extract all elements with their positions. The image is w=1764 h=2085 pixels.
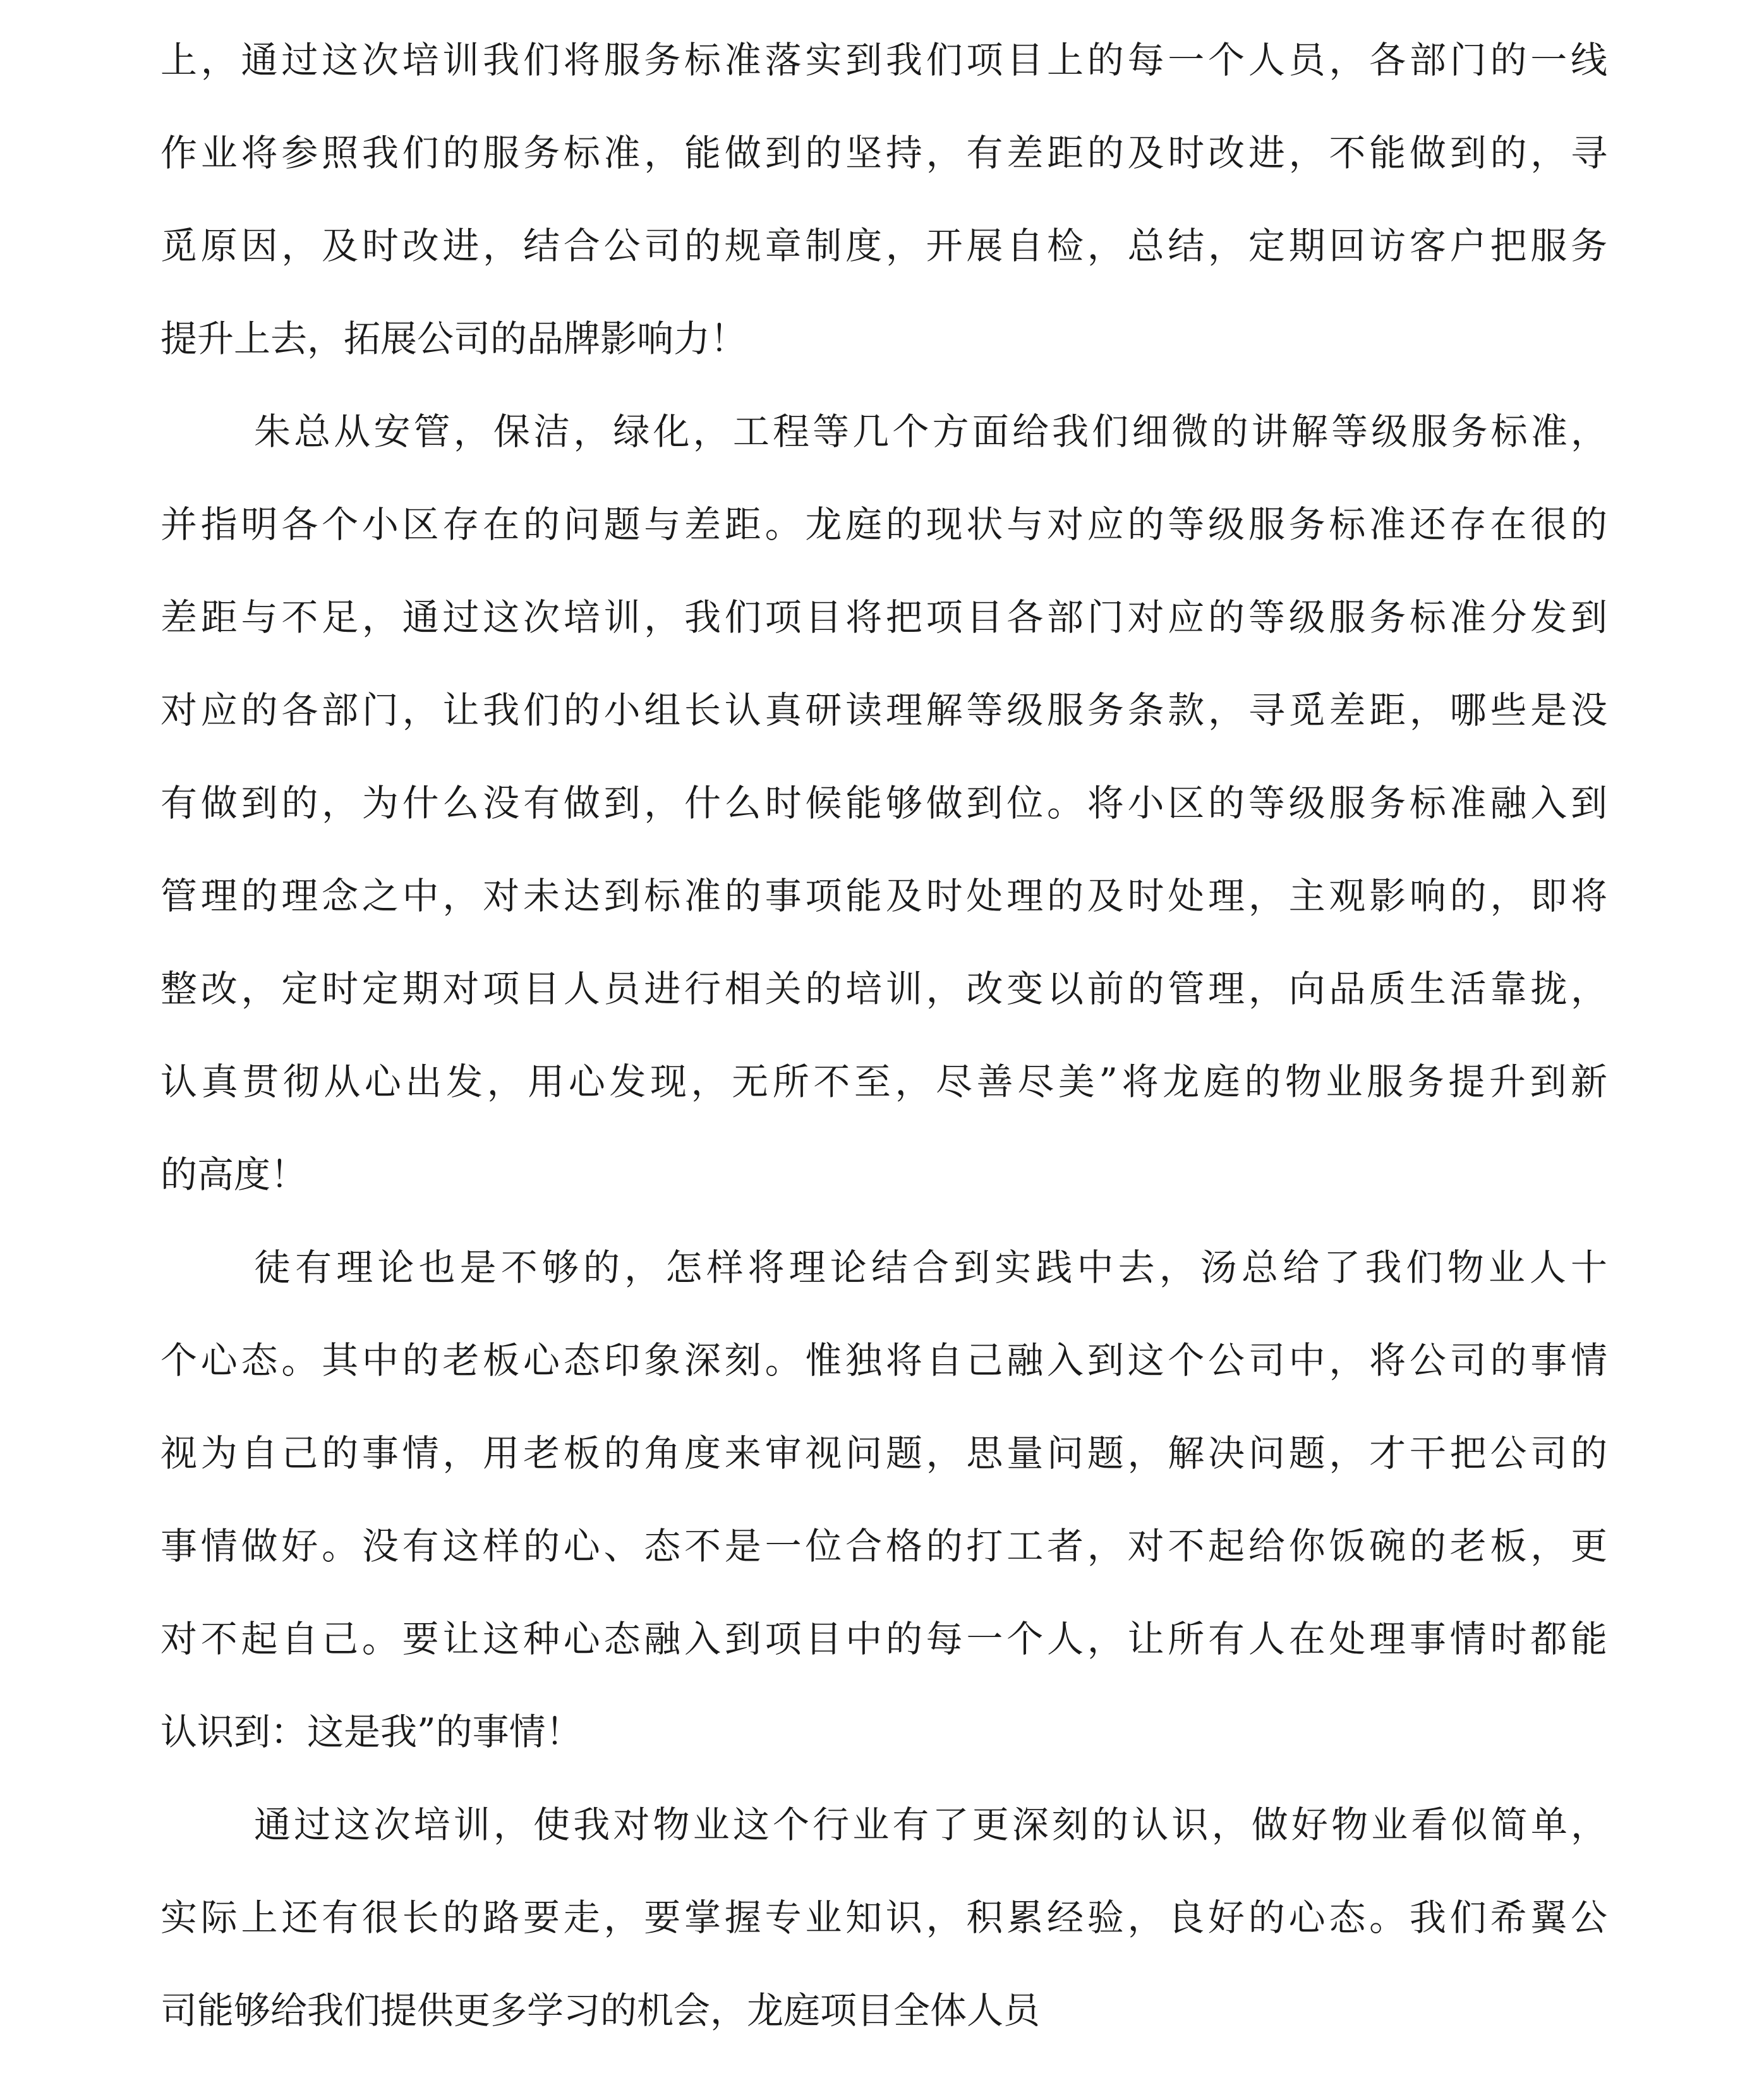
text-line: 管理的理念之中，对未达到标准的事项能及时处理的及时处理，主观影响的，即将 xyxy=(160,874,1607,917)
paragraph-1 xyxy=(160,14,1607,385)
text-line: 上，通过这次培训我们将服务标准落实到我们项目上的每一个人员，各部门的一线 xyxy=(160,39,1607,82)
text-line: 整改，定时定期对项目人员进行相关的培训，改变以前的管理，向品质生活靠拢， xyxy=(160,967,1607,1010)
text-line: 对应的各部门，让我们的小组长认真研读理解等级服务条款，寻觅差距，哪些是没 xyxy=(160,689,1607,732)
text-line: 通过这次培训，使我对物业这个行业有了更深刻的认识，做好物业看似简单， xyxy=(254,1803,1607,1846)
text-line: 视为自己的事情，用老板的角度来审视问题，思量问题，解决问题，才干把公司的 xyxy=(160,1432,1607,1475)
text-line: 事情做好。没有这样的心、态不是一位合格的打工者，对不起给你饭碗的老板，更 xyxy=(160,1525,1607,1568)
paragraph-2 xyxy=(160,385,1607,1221)
text-line: 个心态。其中的老板心态印象深刻。惟独将自己融入到这个公司中，将公司的事情 xyxy=(160,1339,1607,1382)
document-body xyxy=(160,14,1607,2057)
text-line: 作业将参照我们的服务标准，能做到的坚持，有差距的及时改进，不能做到的，寻 xyxy=(160,131,1607,174)
text-line: 司能够给我们提供更多学习的机会，龙庭项目全体人员 xyxy=(160,1989,1041,2032)
text-line: 认识到：这是我”的事情！ xyxy=(160,1710,583,1753)
text-line: 并指明各个小区存在的问题与差距。龙庭的现状与对应的等级服务标准还存在很的 xyxy=(160,503,1607,546)
text-line: 实际上还有很长的路要走，要掌握专业知识，积累经验，良好的心态。我们希翼公 xyxy=(160,1896,1607,1939)
text-line: 觅原因，及时改进，结合公司的规章制度，开展自检，总结，定期回访客户把服务 xyxy=(160,224,1607,267)
text-line: 差距与不足，通过这次培训，我们项目将把项目各部门对应的等级服务标准分发到 xyxy=(160,596,1607,639)
text-line: 认真贯彻从心出发，用心发现，无所不至，尽善尽美”将龙庭的物业服务提升到新 xyxy=(160,1060,1607,1103)
text-line: 对不起自己。要让这种心态融入到项目中的每一个人，让所有人在处理事情时都能 xyxy=(160,1617,1607,1660)
text-line: 有做到的，为什么没有做到，什么时候能够做到位。将小区的等级服务标准融入到 xyxy=(160,782,1607,825)
text-line: 提升上去，拓展公司的品牌影响力！ xyxy=(160,317,747,360)
text-line: 徒有理论也是不够的，怎样将理论结合到实践中去，汤总给了我们物业人十 xyxy=(254,1246,1607,1289)
paragraph-4 xyxy=(160,1779,1607,2057)
paragraph-3 xyxy=(160,1221,1607,1779)
text-line: 的高度！ xyxy=(160,1153,308,1196)
text-line: 朱总从安管，保洁，绿化，工程等几个方面给我们细微的讲解等级服务标准， xyxy=(254,410,1607,453)
